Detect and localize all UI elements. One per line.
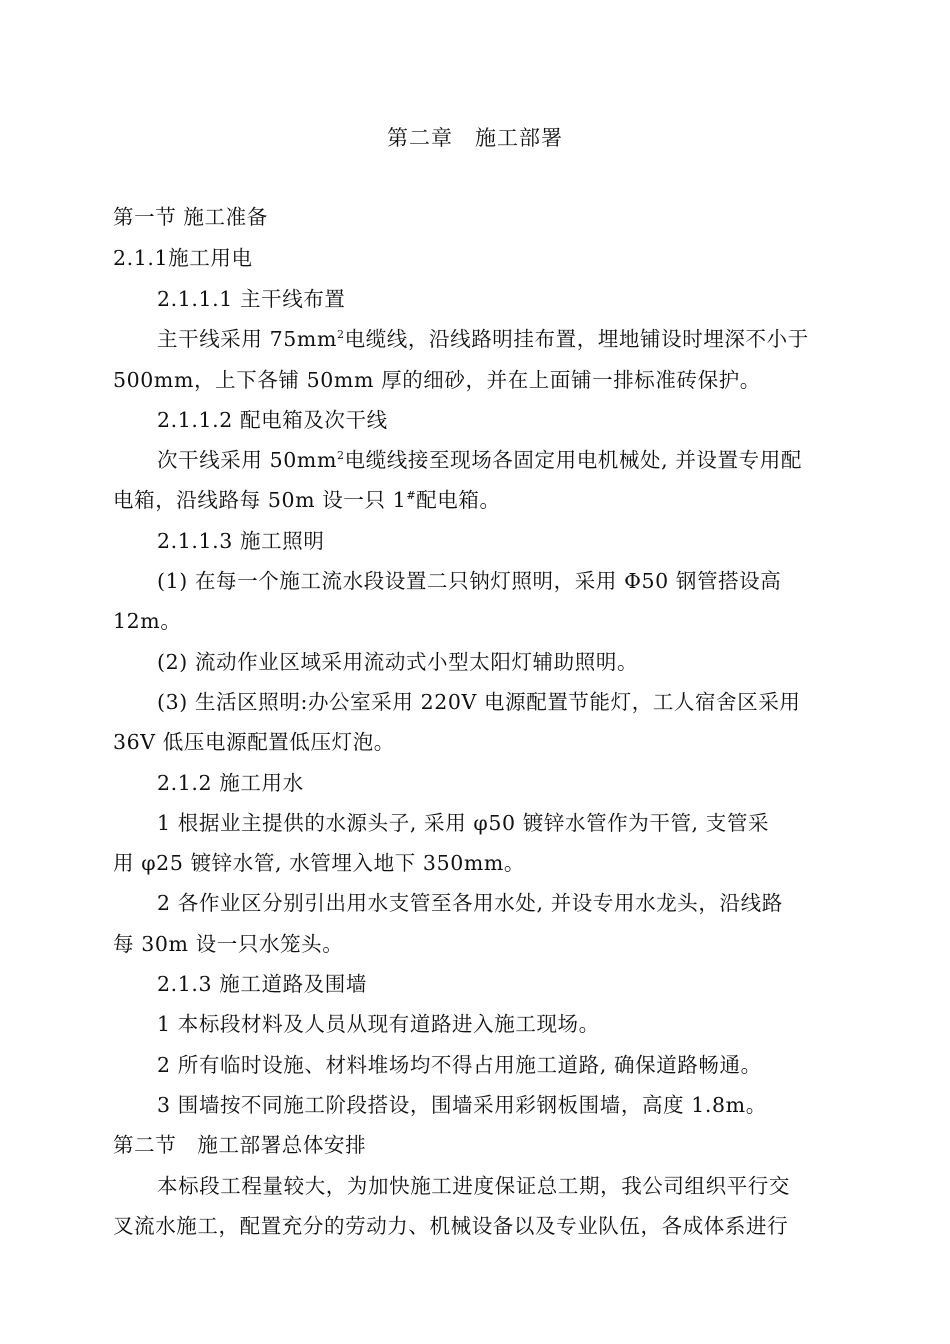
paragraph-line: 12m。 xyxy=(113,609,182,633)
section-heading-1: 第一节 施工准备 xyxy=(113,205,268,229)
list-item-2: 2 所有临时设施、材料堆场均不得占用施工道路, 确保道路畅通。 xyxy=(157,1053,762,1077)
text-segment: 电缆线，沿线路明挂布置，埋地铺设时埋深不小于 xyxy=(344,327,809,351)
paragraph-line: 500mm，上下各铺 50mm 厚的细砂，并在上面铺一排标准砖保护。 xyxy=(113,368,761,392)
item-heading-2-1-1-1: 2.1.1.1 主干线布置 xyxy=(157,287,346,311)
text-segment: 电缆线接至现场各固定用电机械处, 并设置专用配 xyxy=(344,448,802,472)
superscript: 2 xyxy=(336,328,345,342)
paragraph-line xyxy=(113,486,501,514)
list-item-1: 1 根据业主提供的水源头子, 采用 φ50 镀锌水管作为干管, 支管采 xyxy=(157,811,770,835)
list-item-3: 3 围墙按不同施工阶段搭设，围墙采用彩钢板围墙，高度 1.8m。 xyxy=(157,1093,767,1117)
list-item-3: (3) 生活区照明:办公室采用 220V 电源配置节能灯，工人宿舍区采用 xyxy=(157,690,801,714)
paragraph-line xyxy=(157,446,802,474)
paragraph-line: 每 30m 设一只水笼头。 xyxy=(113,932,344,956)
item-heading-2-1-1-2: 2.1.1.2 配电箱及次干线 xyxy=(157,408,388,432)
paragraph-line: 36V 低压电源配置低压灯泡。 xyxy=(113,730,395,754)
list-item-2: 2 各作业区分别引出用水支管至各用水处, 并设专用水龙头，沿线路 xyxy=(157,891,783,915)
paragraph-line: 本标段工程量较大，为加快施工进度保证总工期，我公司组织平行交 xyxy=(157,1174,790,1198)
superscript: 2 xyxy=(336,449,345,463)
chapter-title: 第二章 施工部署 xyxy=(387,126,563,150)
superscript: # xyxy=(406,489,417,503)
subsection-heading-2-1-1: 2.1.1施工用电 xyxy=(113,246,253,270)
list-item-1: (1) 在每一个施工流水段设置二只钠灯照明，采用 Φ50 钢管搭设高 xyxy=(157,569,782,593)
text-segment: 次干线采用 50mm xyxy=(157,448,337,472)
subsection-heading-2-1-3: 2.1.3 施工道路及围墙 xyxy=(157,972,367,996)
text-segment: 主干线采用 75mm xyxy=(157,327,337,351)
paragraph-line: 用 φ25 镀锌水管, 水管埋入地下 350mm。 xyxy=(113,851,526,875)
text-segment: 配电箱。 xyxy=(416,488,501,512)
paragraph-line xyxy=(157,325,809,353)
item-heading-2-1-1-3: 2.1.1.3 施工照明 xyxy=(157,529,325,553)
subsection-heading-2-1-2: 2.1.2 施工用水 xyxy=(157,771,304,795)
paragraph-line: 叉流水施工，配置充分的劳动力、机械设备以及专业队伍，各成体系进行 xyxy=(113,1214,789,1238)
text-segment: 电箱，沿线路每 50m 设一只 1 xyxy=(113,488,407,512)
list-item-1: 1 本标段材料及人员从现有道路进入施工现场。 xyxy=(157,1012,600,1036)
section-heading-2: 第二节 施工部署总体安排 xyxy=(113,1133,367,1157)
list-item-2: (2) 流动作业区域采用流动式小型太阳灯辅助照明。 xyxy=(157,650,639,674)
